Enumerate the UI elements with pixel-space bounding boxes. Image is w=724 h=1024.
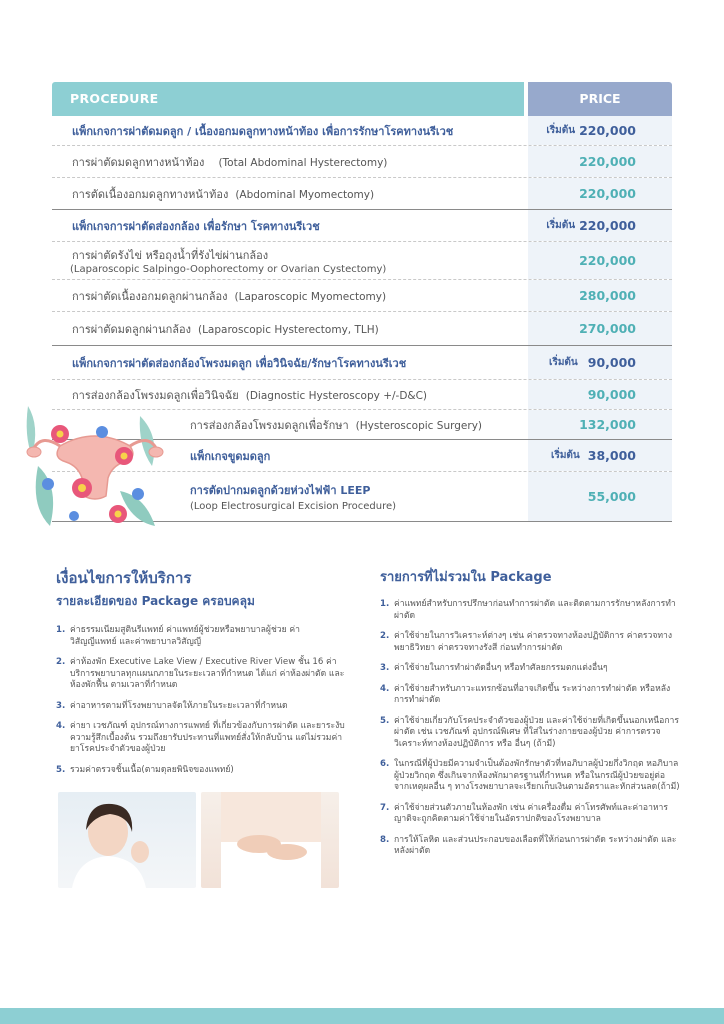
procedure-name: แพ็กเกจขูดมดลูก [190,449,271,463]
procedure-english: (Hysteroscopic Surgery) [355,419,482,432]
conditions-section [56,566,346,785]
procedure-name: การผ่าตัดมดลูกผ่านกล้อง [72,322,191,336]
list-item [56,721,346,756]
item-number: 2. [56,657,66,667]
procedure-name: การตัดเนื้องอกมดลูกทางหน้าท้อง [72,187,229,201]
table-row-package [52,210,672,242]
conditions-title: เงื่อนไขการให้บริการ [56,569,192,587]
procedure-name: การส่องกล้องโพรงมดลูกเพื่อรักษา [190,418,349,432]
item-text: การให้โลหิต และส่วนประกอบของเลือดที่ให้ก่อนการผ่าตัด ระหว่างผ่าตัด และหลังผ่าตัด [394,834,677,856]
list-item [56,657,346,692]
header-procedure: PROCEDURE [52,82,524,116]
item-number: 3. [56,700,66,711]
item-number: 4. [380,683,390,694]
uterus-flower-illustration [20,396,170,536]
item-text: รวมค่าตรวจชิ้นเนื้อ(ตามดุลยพินิจของแพทย์) [70,764,234,775]
table-header [52,82,672,116]
price-value: 280,000 [579,288,636,303]
item-number: 5. [56,764,66,775]
item-text: ค่าใช้จ่ายสำหรับภาวะแทรกซ้อนที่อาจเกิดขึ้น ระหว่างการทำผ่าตัด หรือหลังการทำผ่าตัด [394,683,671,705]
price-value: 55,000 [587,489,636,504]
list-item [380,631,680,654]
item-number: 1. [380,599,390,609]
procedure-english: (Diagnostic Hysteroscopy +/-D&C) [245,389,428,402]
price-prefix: เริ่มต้น [549,357,578,368]
price-value: 220,000 [579,218,636,233]
list-item [380,835,680,858]
table-row [52,312,672,346]
header-price: PRICE [528,82,672,116]
item-number: 7. [380,802,390,813]
price-value: 220,000 [579,154,636,169]
woman-smiling-photo [58,792,196,888]
woman-smiling-image [58,792,196,888]
procedure-english: (Laparoscopic Myomectomy) [234,290,387,303]
price-value: 220,000 [579,123,636,138]
item-text: ค่าใช้จ่ายในการทำผ่าตัดอื่นๆ หรือทำศัลยกรรมตกแต่งอื่นๆ [394,663,608,673]
procedure-english: (Total Abdominal Hysterectomy) [218,156,388,169]
item-text: ค่าใช้จ่ายส่วนตัวภายในห้องพัก เช่น ค่าเครื่องดื่ม ค่าโทรศัพท์และค่าอาหารญาติจะถูกคิดตามค่าใช้จ่ายในอัตราปกติของโรงพยาบาล [394,802,669,824]
procedure-english: (Laparoscopic Salpingo-Oophorectomy or Ovarian Cystectomy) [70,264,387,275]
list-item [380,803,680,826]
table-row [52,280,672,312]
item-number: 4. [56,721,66,731]
list-item [380,716,680,751]
table-row [52,178,672,210]
list-item [380,684,680,707]
list-item [380,663,680,675]
abdominal-pain-photo [201,792,339,888]
price-value: 270,000 [579,321,636,336]
procedure-name: การส่องกล้องโพรงมดลูกเพื่อวินิจฉัย [72,388,239,402]
item-text: ค่าอาหารตามที่โรงพยาบาลจัดให้ภายในระยะเวลาที่กำหนด [70,700,288,711]
price-prefix: เริ่มต้น [546,125,576,136]
item-text: ค่าแพทย์สำหรับการปรึกษาก่อนทำการผ่าตัด และติดตามการรักษาหลังการทำผ่าตัด [394,599,676,621]
list-item [56,701,346,713]
exclusions-list [380,599,680,858]
price-prefix: เริ่มต้น [551,450,580,461]
price-prefix: เริ่มต้น [546,220,576,231]
item-text: ค่ายา เวชภัณฑ์ อุปกรณ์ทางการแพทย์ ที่เกี่ยวข้องกับการผ่าตัด และยาระงับความรู้สึกเบื้องต้น รวมถึงยารับประทานที่แพทย์สั่งให้กลับบ้าน แต่ไม่รวมค่ายาโรคประจำตัวของผู้ป่วย [70,721,345,754]
procedure-name: แพ็กเกจการผ่าตัดส่องกล้องโพรงมดลูก เพื่อวินิจฉัย/รักษาโรคทางนรีเวช [72,356,407,370]
procedure-name: การตัดปากมดลูกด้วยห่วงไฟฟ้า LEEP [190,484,371,497]
conditions-subtitle: รายละเอียดของ Package ครอบคลุม [56,594,255,608]
list-item [56,625,346,648]
item-number: 2. [380,631,390,641]
list-item [56,765,346,777]
procedure-english: (Loop Electrosurgical Excision Procedure) [190,501,397,512]
table-row-package [52,116,672,146]
price-value: 220,000 [579,253,636,268]
table-row-package [52,346,672,380]
procedure-english: (Abdominal Myomectomy) [235,188,375,201]
list-item [380,599,680,622]
table-row [52,146,672,178]
item-text: ค่าห้องพัก Executive Lake View / Executive River View ชั้น 16 ค่าบริการพยาบาลทุกแผนกภายในระยะเวลาที่กำหนด ได้แก่ ค่าห้องผ่าตัด และห้องพักฟื้น ตามเวลาที่กำหนด [70,657,345,690]
procedure-english: (Laparoscopic Hysterectomy, TLH) [197,323,379,336]
price-value: 38,000 [587,448,636,463]
price-value: 90,000 [587,355,636,370]
procedure-name: การผ่าตัดมดลูกทางหน้าท้อง [72,155,205,169]
item-number: 5. [380,715,390,726]
price-value: 132,000 [579,417,636,432]
footer-bar [0,1008,724,1024]
item-number: 8. [380,834,390,845]
price-value: 90,000 [587,387,636,402]
exclusions-section [380,566,680,867]
procedure-name: การผ่าตัดเนื้องอกมดลูกผ่านกล้อง [72,289,228,303]
item-text: ในกรณีที่ผู้ป่วยมีความจำเป็นต้องพักรักษาตัวที่หอภิบาลผู้ป่วยกึ่งวิกฤต หอภิบาลผู้ป่วยวิกฤต ซึ่งเกินจากห้องพักมาตรฐานที่กำหนด หรือในกรณีผู้ป่วยขอยู่ต่อจากเหตุผลอื่น ๆ ทางโรงพยาบาลจะเรียกเก็บเงินตามอัตราและหักส่วนลด(ถ้ามี) [394,759,680,792]
table-row [52,242,672,280]
procedure-name: การผ่าตัดรังไข่ หรือถุงน้ำที่รังไข่ผ่านกล้อง [72,249,269,262]
procedure-name: แพ็กเกจการผ่าตัดมดลูก / เนื้องอกมดลูกทางหน้าท้อง เพื่อการรักษาโรคทางนรีเวช [72,124,454,138]
item-number: 6. [380,759,390,769]
conditions-list [56,625,346,776]
price-value: 220,000 [579,186,636,201]
item-text: ค่าใช้จ่ายในการวิเคราะห์ต่างๆ เช่น ค่าตรวจทางห้องปฏิบัติการ ค่าตรวจทางพยาธิวิทยา ค่าตรวจทางรังสี ก่อนทำการผ่าตัด [394,631,673,653]
item-text: ค่าธรรมเนียมสูตินรีแพทย์ ค่าแพทย์ผู้ช่วยหรือพยาบาลผู้ช่วย ค่าวิสัญญีแพทย์ และค่าพยาบาลวิสัญญี [70,625,300,647]
list-item [380,759,680,794]
exclusions-title: รายการที่ไม่รวมใน Package [380,570,552,585]
procedure-name: แพ็กเกจการผ่าตัดส่องกล้อง เพื่อรักษา โรคทางนรีเวช [72,219,320,233]
item-number: 1. [56,625,66,635]
item-text: ค่าใช้จ่ายเกี่ยวกับโรคประจำตัวของผู้ป่วย และค่าใช้จ่ายที่เกิดขึ้นนอกเหนือการผ่าตัด เช่น เวชภัณฑ์ อุปกรณ์พิเศษ ที่ใส่ในร่างกายของผู้ป่วย ค่าการตรวจวิเคราะห์ทางห้องปฏิบัติการ หรือ อื่นๆ (ถ้ามี) [394,715,679,749]
abdomen-image [201,792,339,888]
item-number: 3. [380,663,390,673]
